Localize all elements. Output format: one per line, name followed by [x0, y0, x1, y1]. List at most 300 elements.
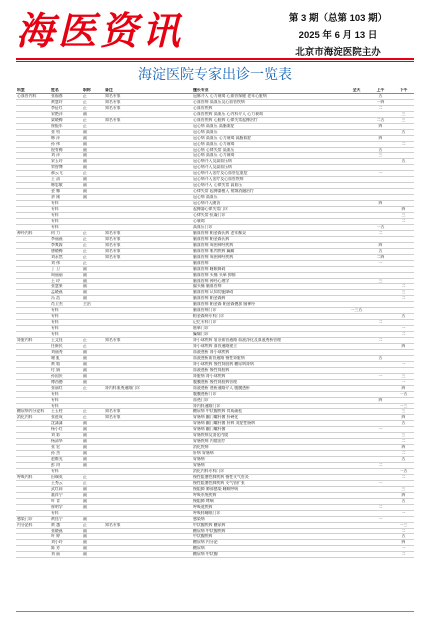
- cell-name: 专科: [51, 397, 59, 402]
- cell-afternoon: [392, 463, 414, 468]
- cell-title: [82, 392, 104, 397]
- cell-dept: [16, 171, 50, 176]
- cell-dept: 内分泌科: [17, 522, 33, 527]
- cell-dept: [16, 499, 50, 504]
- cell-specialty: 冠心病介入及高血压病: [193, 165, 232, 170]
- cell-title: 副: [83, 367, 87, 372]
- cell-note: 知名专家: [105, 242, 121, 247]
- cell-specialty: 慢阻肺 肺部感染 睡眠呼吸: [193, 486, 239, 491]
- cell-fullday: [344, 136, 368, 141]
- cell-fullday: [344, 153, 368, 158]
- cell-dept: [16, 207, 50, 212]
- cell-note: [104, 136, 192, 141]
- cell-specialty: 肾内科通路门诊: [193, 403, 221, 408]
- cell-title: 副: [83, 439, 87, 444]
- cell-note: [104, 457, 192, 462]
- cell-morning: [368, 213, 392, 218]
- cell-morning: [368, 189, 392, 194]
- cell-title: [82, 332, 104, 337]
- cell-morning: [368, 332, 392, 337]
- cell-dept: [16, 505, 50, 510]
- cell-specialty: 感染病: [193, 516, 205, 521]
- cell-name: 专科: [51, 224, 59, 229]
- cell-name: 黄 越: [51, 522, 61, 527]
- cell-note: [104, 445, 192, 450]
- cell-fullday: [344, 225, 368, 230]
- cell-note: [104, 302, 192, 307]
- cell-name: 董祥宁: [51, 492, 63, 497]
- cell-title: 副: [83, 516, 87, 521]
- cell-name: 王文钰: [51, 338, 63, 343]
- cell-morning: [368, 439, 392, 444]
- cell-specialty: 慢阻肺 哮喘: [193, 498, 214, 503]
- cell-dept: [16, 457, 50, 462]
- cell-name: 专科: [51, 510, 59, 515]
- cell-specialty: 高血压门诊: [193, 224, 213, 229]
- cell-name: 专科: [51, 207, 59, 212]
- cell-afternoon: [392, 279, 414, 284]
- cell-fullday: [344, 529, 368, 534]
- cell-note: 知名专家: [105, 338, 121, 343]
- cell-title: [82, 219, 104, 224]
- cell-name: 肖卫杰: [51, 302, 63, 307]
- cell-fullday: [344, 392, 368, 397]
- cell-afternoon: 四: [401, 445, 406, 450]
- cell-note: [104, 517, 192, 522]
- cell-morning: [368, 142, 392, 147]
- cell-morning: 四: [378, 397, 383, 402]
- publisher: 北京市海淀医院主办: [295, 47, 381, 58]
- cell-specialty: 胃肠病 幽门螺杆菌 肝病 炎症性肠病: [193, 421, 256, 426]
- cell-note: [104, 469, 192, 474]
- cell-fullday: 一三五: [350, 308, 363, 313]
- cell-dept: [16, 267, 50, 272]
- cell-dept: [16, 481, 50, 486]
- cell-specialty: 心血管疾病: [193, 105, 213, 110]
- cell-title: 副: [83, 111, 87, 116]
- cell-afternoon: 一: [401, 379, 406, 384]
- cell-afternoon: 一: [401, 510, 406, 515]
- cell-title: 副: [83, 457, 87, 462]
- cell-name: 专科: [51, 469, 59, 473]
- cell-note: [104, 165, 192, 170]
- cell-title: [82, 213, 104, 218]
- cell-dept: [16, 195, 50, 200]
- cell-dept: [16, 213, 50, 218]
- cell-name: 黄钰宁: [51, 516, 63, 521]
- cell-dept: [16, 511, 50, 516]
- cell-afternoon: 二: [401, 296, 406, 301]
- cell-afternoon: [392, 106, 414, 111]
- cell-name: 专科: [51, 332, 59, 337]
- cell-morning: [368, 302, 392, 307]
- cell-dept: [16, 552, 50, 557]
- cell-afternoon: 五: [401, 457, 406, 462]
- cell-afternoon: [392, 195, 414, 200]
- cell-note: [104, 183, 192, 188]
- cell-morning: 二: [378, 338, 383, 343]
- cell-specialty: 肾小球疾病 慢性肾脏病 糖尿病肾病: [193, 361, 254, 366]
- cell-afternoon: [392, 261, 414, 266]
- cell-specialty: 冠心病 高血压 心力衰竭 高脂血症: [193, 135, 252, 140]
- cell-afternoon: [392, 308, 414, 313]
- cell-note: [104, 148, 192, 153]
- cell-fullday: [344, 463, 368, 468]
- cell-title: 副: [83, 189, 87, 194]
- cell-dept: 感染门诊: [17, 516, 33, 521]
- cell-fullday: [344, 552, 368, 557]
- cell-title: 副: [83, 278, 87, 283]
- cell-morning: [368, 552, 392, 557]
- cell-fullday: [344, 540, 368, 545]
- cell-morning: [368, 273, 392, 278]
- cell-title: 正: [83, 409, 87, 414]
- cell-morning: 一: [378, 480, 383, 485]
- cell-name: 陈 芳: [51, 546, 61, 551]
- cell-name: 专科: [51, 213, 59, 218]
- cell-afternoon: 二: [401, 332, 406, 337]
- cell-afternoon: 一五: [399, 391, 408, 396]
- cell-dept: [16, 106, 50, 111]
- cell-fullday: [344, 546, 368, 551]
- cell-fullday: [344, 439, 368, 444]
- cell-fullday: [344, 314, 368, 319]
- cell-note: [104, 356, 192, 361]
- cell-fullday: [344, 243, 368, 248]
- cell-morning: 五: [378, 93, 383, 98]
- header-afternoon: 下午: [399, 88, 408, 92]
- cell-note: [104, 213, 192, 218]
- cell-specialty: 脑血管病 神经心理学: [193, 278, 230, 283]
- cell-name: 宋玉玲: [51, 159, 63, 164]
- cell-fullday: [344, 273, 368, 278]
- cell-specialty: 脑血管病 睡眠障碍: [193, 266, 226, 271]
- cell-specialty: 肝病 胃肠病: [193, 451, 214, 456]
- cell-morning: [368, 475, 392, 480]
- cell-specialty: 糖尿病 内分泌: [193, 540, 218, 545]
- cell-name: 崔明学: [51, 504, 63, 509]
- cell-title: [82, 314, 104, 319]
- cell-specialty: 腹膜透析 慢性肾脏病管理: [193, 379, 238, 384]
- cell-title: 正: [83, 415, 87, 420]
- cell-note: [104, 433, 192, 438]
- cell-afternoon: [392, 183, 414, 188]
- cell-name: 专科: [51, 314, 59, 319]
- cell-fullday: [344, 195, 368, 200]
- cell-title: [82, 398, 104, 403]
- cell-note: 知名专家: [105, 415, 121, 420]
- cell-specialty: 胃肠病: [193, 463, 205, 468]
- cell-specialty: 血液透析 透析通路介入 腹膜透析: [193, 385, 250, 390]
- cell-dept: [16, 290, 50, 295]
- cell-title: 正: [83, 248, 87, 253]
- cell-name: 孙国庆: [51, 373, 63, 378]
- cell-afternoon: 一: [401, 326, 406, 331]
- cell-name: 任新民: [51, 343, 63, 348]
- cell-afternoon: 三: [401, 433, 406, 438]
- cell-fullday: [344, 326, 368, 331]
- cell-dept: [16, 201, 50, 206]
- cell-fullday: [344, 421, 368, 426]
- cell-specialty: 冠心病介入及高血压病: [193, 159, 232, 164]
- cell-afternoon: [392, 481, 414, 486]
- cell-specialty: 偏头痛 脑血管病: [193, 284, 222, 289]
- cell-note: 知名专家: [105, 522, 121, 527]
- cell-afternoon: [392, 320, 414, 325]
- cell-title: 正: [83, 254, 87, 259]
- cell-morning: 一: [378, 516, 383, 521]
- cell-morning: [368, 469, 392, 474]
- cell-note: [104, 350, 192, 355]
- cell-title: 副: [83, 463, 87, 468]
- cell-note: [104, 552, 192, 557]
- cell-afternoon: 一: [401, 361, 406, 366]
- cell-name: 李丽燕: [51, 236, 63, 241]
- red-divider: [16, 58, 414, 60]
- cell-note: [104, 267, 192, 272]
- cell-afternoon: [392, 517, 414, 522]
- cell-afternoon: 三: [401, 373, 406, 378]
- cell-fullday: [344, 499, 368, 504]
- cell-name: 赵维光: [51, 457, 63, 462]
- header-title: 职称: [83, 88, 91, 92]
- cell-specialty: 冠心病 高血压 心力衰竭: [193, 153, 235, 158]
- cell-name: 王 清: [51, 177, 61, 182]
- cell-name: 冯 浩: [51, 296, 61, 301]
- cell-morning: [368, 296, 392, 301]
- cell-morning: [368, 344, 392, 349]
- cell-dept: 神经内科: [17, 230, 33, 235]
- cell-afternoon: [392, 124, 414, 129]
- cell-specialty: 胃肠病 幽门螺杆菌 肝硬化: [193, 415, 239, 420]
- cell-morning: 四: [378, 123, 383, 128]
- cell-note: 知名专家: [105, 105, 121, 110]
- cell-fullday: [344, 237, 368, 242]
- cell-dept: [16, 261, 50, 266]
- header-specialty: 擅长专业: [193, 88, 209, 92]
- cell-fullday: [344, 511, 368, 516]
- cell-dept: [16, 136, 50, 141]
- cell-note: 知名专家: [105, 254, 121, 259]
- cell-note: [104, 201, 192, 206]
- cell-note: [104, 177, 192, 182]
- cell-specialty: 记忆专科门诊: [193, 320, 217, 325]
- cell-dept: [16, 183, 50, 188]
- cell-note: [104, 273, 192, 278]
- cell-morning: 二: [378, 320, 383, 325]
- cell-afternoon: 三: [401, 290, 406, 295]
- cell-afternoon: [392, 225, 414, 230]
- cell-dept: [16, 427, 50, 432]
- cell-afternoon: [392, 100, 414, 105]
- cell-dept: [16, 273, 50, 278]
- cell-note: 知名专家: [105, 409, 121, 414]
- issue-date: 2025 年 6 月 13 日: [298, 30, 378, 41]
- cell-name: 刘小玲: [51, 540, 63, 545]
- cell-specialty: 帕金森病专科门诊: [193, 314, 225, 319]
- cell-title: 正: [83, 93, 87, 98]
- schedule-table: [16, 88, 414, 558]
- cell-note: [104, 130, 192, 135]
- cell-note: [104, 124, 192, 129]
- cell-fullday: [344, 350, 368, 355]
- cell-afternoon: [392, 350, 414, 355]
- cell-fullday: [344, 302, 368, 307]
- cell-name: 荣智博: [51, 165, 63, 170]
- cell-title: 副: [83, 540, 87, 545]
- cell-afternoon: [392, 398, 414, 403]
- cell-name: 张丽红: [51, 385, 63, 390]
- cell-fullday: [344, 177, 368, 182]
- cell-fullday: [344, 374, 368, 379]
- cell-morning: 二: [378, 230, 383, 235]
- cell-morning: 二: [378, 504, 383, 509]
- cell-name: 付 娟: [51, 367, 61, 372]
- cell-morning: [368, 433, 392, 438]
- cell-afternoon: [392, 201, 414, 206]
- cell-name: 专科: [51, 326, 59, 331]
- cell-afternoon: [392, 165, 414, 170]
- cell-afternoon: 二: [401, 552, 406, 557]
- cell-note: [104, 398, 192, 403]
- cell-morning: [368, 540, 392, 545]
- cell-fullday: [344, 284, 368, 289]
- cell-name: 沈潇潇: [51, 421, 63, 426]
- cell-fullday: [344, 219, 368, 224]
- cell-fullday: [344, 279, 368, 284]
- cell-name: 叶 婷: [51, 534, 61, 539]
- cell-title: 副: [83, 546, 87, 551]
- cell-title: 副: [83, 451, 87, 456]
- cell-fullday: [344, 362, 368, 367]
- cell-afternoon: 三: [401, 213, 406, 218]
- cell-morning: 四: [378, 201, 383, 206]
- cell-dept: [16, 308, 50, 313]
- cell-note: [104, 368, 192, 373]
- cell-note: [104, 362, 192, 367]
- cell-morning: [368, 284, 392, 289]
- cell-morning: [368, 523, 392, 528]
- cell-specialty: 心律失常·抗凝门诊: [193, 213, 226, 218]
- cell-note: [104, 421, 192, 426]
- cell-dept: [16, 249, 50, 254]
- cell-specialty: 癫痫门诊: [193, 332, 209, 337]
- cell-title: 副: [83, 534, 87, 539]
- cell-fullday: [344, 124, 368, 129]
- cell-fullday: [344, 201, 368, 206]
- cell-dept: [16, 398, 50, 403]
- cell-afternoon: [392, 177, 414, 182]
- cell-morning: [368, 546, 392, 551]
- cell-note: 知名专家: [105, 93, 121, 98]
- cell-fullday: [344, 445, 368, 450]
- cell-name: 张福春: [51, 93, 63, 98]
- cell-afternoon: [392, 255, 414, 260]
- cell-fullday: [344, 213, 368, 218]
- cell-name: 张 钧: [51, 129, 61, 134]
- cell-dept: [16, 546, 50, 551]
- cell-dept: [16, 356, 50, 361]
- issue-info: [268, 10, 408, 61]
- cell-title: 主治: [83, 302, 91, 307]
- cell-morning: [368, 421, 392, 426]
- cell-fullday: [344, 148, 368, 153]
- cell-afternoon: [392, 231, 414, 236]
- cell-note: [104, 534, 192, 539]
- cell-note: [104, 189, 192, 194]
- cell-specialty: 脑血管病 帕金森病: [193, 296, 226, 301]
- cell-title: 正: [83, 236, 87, 241]
- cell-specialty: 脑血管病 头痛 头晕 抑郁: [193, 272, 236, 277]
- cell-dept: 呼吸内科: [17, 474, 33, 479]
- cell-specialty: 肾脏病 肾小球疾病: [193, 373, 226, 378]
- cell-morning: 五: [378, 147, 383, 152]
- cell-morning: 一: [378, 171, 383, 176]
- cell-name: 孟晓燕: [51, 290, 63, 295]
- cell-specialty: 冠心病 高血压: [193, 195, 218, 200]
- cell-morning: [368, 267, 392, 272]
- cell-specialty: 肾小球疾病 血管通路建立: [193, 343, 238, 348]
- cell-specialty: 心血管疾病 心脏病 心律失常起搏治疗: [193, 117, 258, 122]
- cell-fullday: [344, 189, 368, 194]
- cell-specialty: 血透门诊: [193, 397, 209, 402]
- cell-name: 倪有梅: [51, 147, 63, 152]
- cell-name: 郝云飞: [51, 171, 63, 176]
- cell-dept: [16, 296, 50, 301]
- header-fullday: 全天: [352, 88, 361, 92]
- cell-dept: [16, 124, 50, 129]
- cell-title: 副: [83, 266, 87, 271]
- cell-title: 副: [83, 183, 87, 188]
- cell-morning: [368, 326, 392, 331]
- cell-fullday: [344, 457, 368, 462]
- cell-morning: [368, 183, 392, 188]
- cell-morning: 四: [378, 135, 383, 140]
- cell-fullday: [344, 106, 368, 111]
- cell-morning: 一: [378, 427, 383, 432]
- cell-note: [104, 225, 192, 230]
- cell-morning: [368, 386, 392, 391]
- cell-specialty: 眩晕门诊: [193, 326, 209, 331]
- cell-title: 副: [83, 355, 87, 360]
- cell-title: 副: [83, 427, 87, 432]
- cell-dept: [16, 487, 50, 492]
- cell-morning: [368, 237, 392, 242]
- cell-morning: [368, 314, 392, 319]
- cell-title: 副: [83, 373, 87, 378]
- cell-fullday: [344, 523, 368, 528]
- cell-note: [104, 546, 192, 551]
- cell-title: 副: [83, 147, 87, 152]
- cell-dept: [16, 112, 50, 117]
- cell-name: 专科: [51, 218, 59, 223]
- cell-name: 王 玲: [51, 278, 61, 283]
- cell-name: 专科: [51, 391, 59, 396]
- cell-name: 崔振军: [51, 123, 63, 128]
- cell-dept: [16, 540, 50, 545]
- cell-dept: [16, 368, 50, 373]
- cell-morning: 一五: [376, 224, 385, 229]
- cell-dept: [16, 421, 50, 426]
- cell-dept: [16, 130, 50, 135]
- cell-morning: 五: [378, 355, 383, 360]
- cell-title: 副: [83, 445, 87, 450]
- cell-dept: [16, 255, 50, 260]
- cell-note: 知名专家: [105, 236, 121, 241]
- cell-note: [104, 296, 192, 301]
- cell-title: 正: [83, 480, 87, 485]
- cell-note: 知名专家: [105, 230, 121, 235]
